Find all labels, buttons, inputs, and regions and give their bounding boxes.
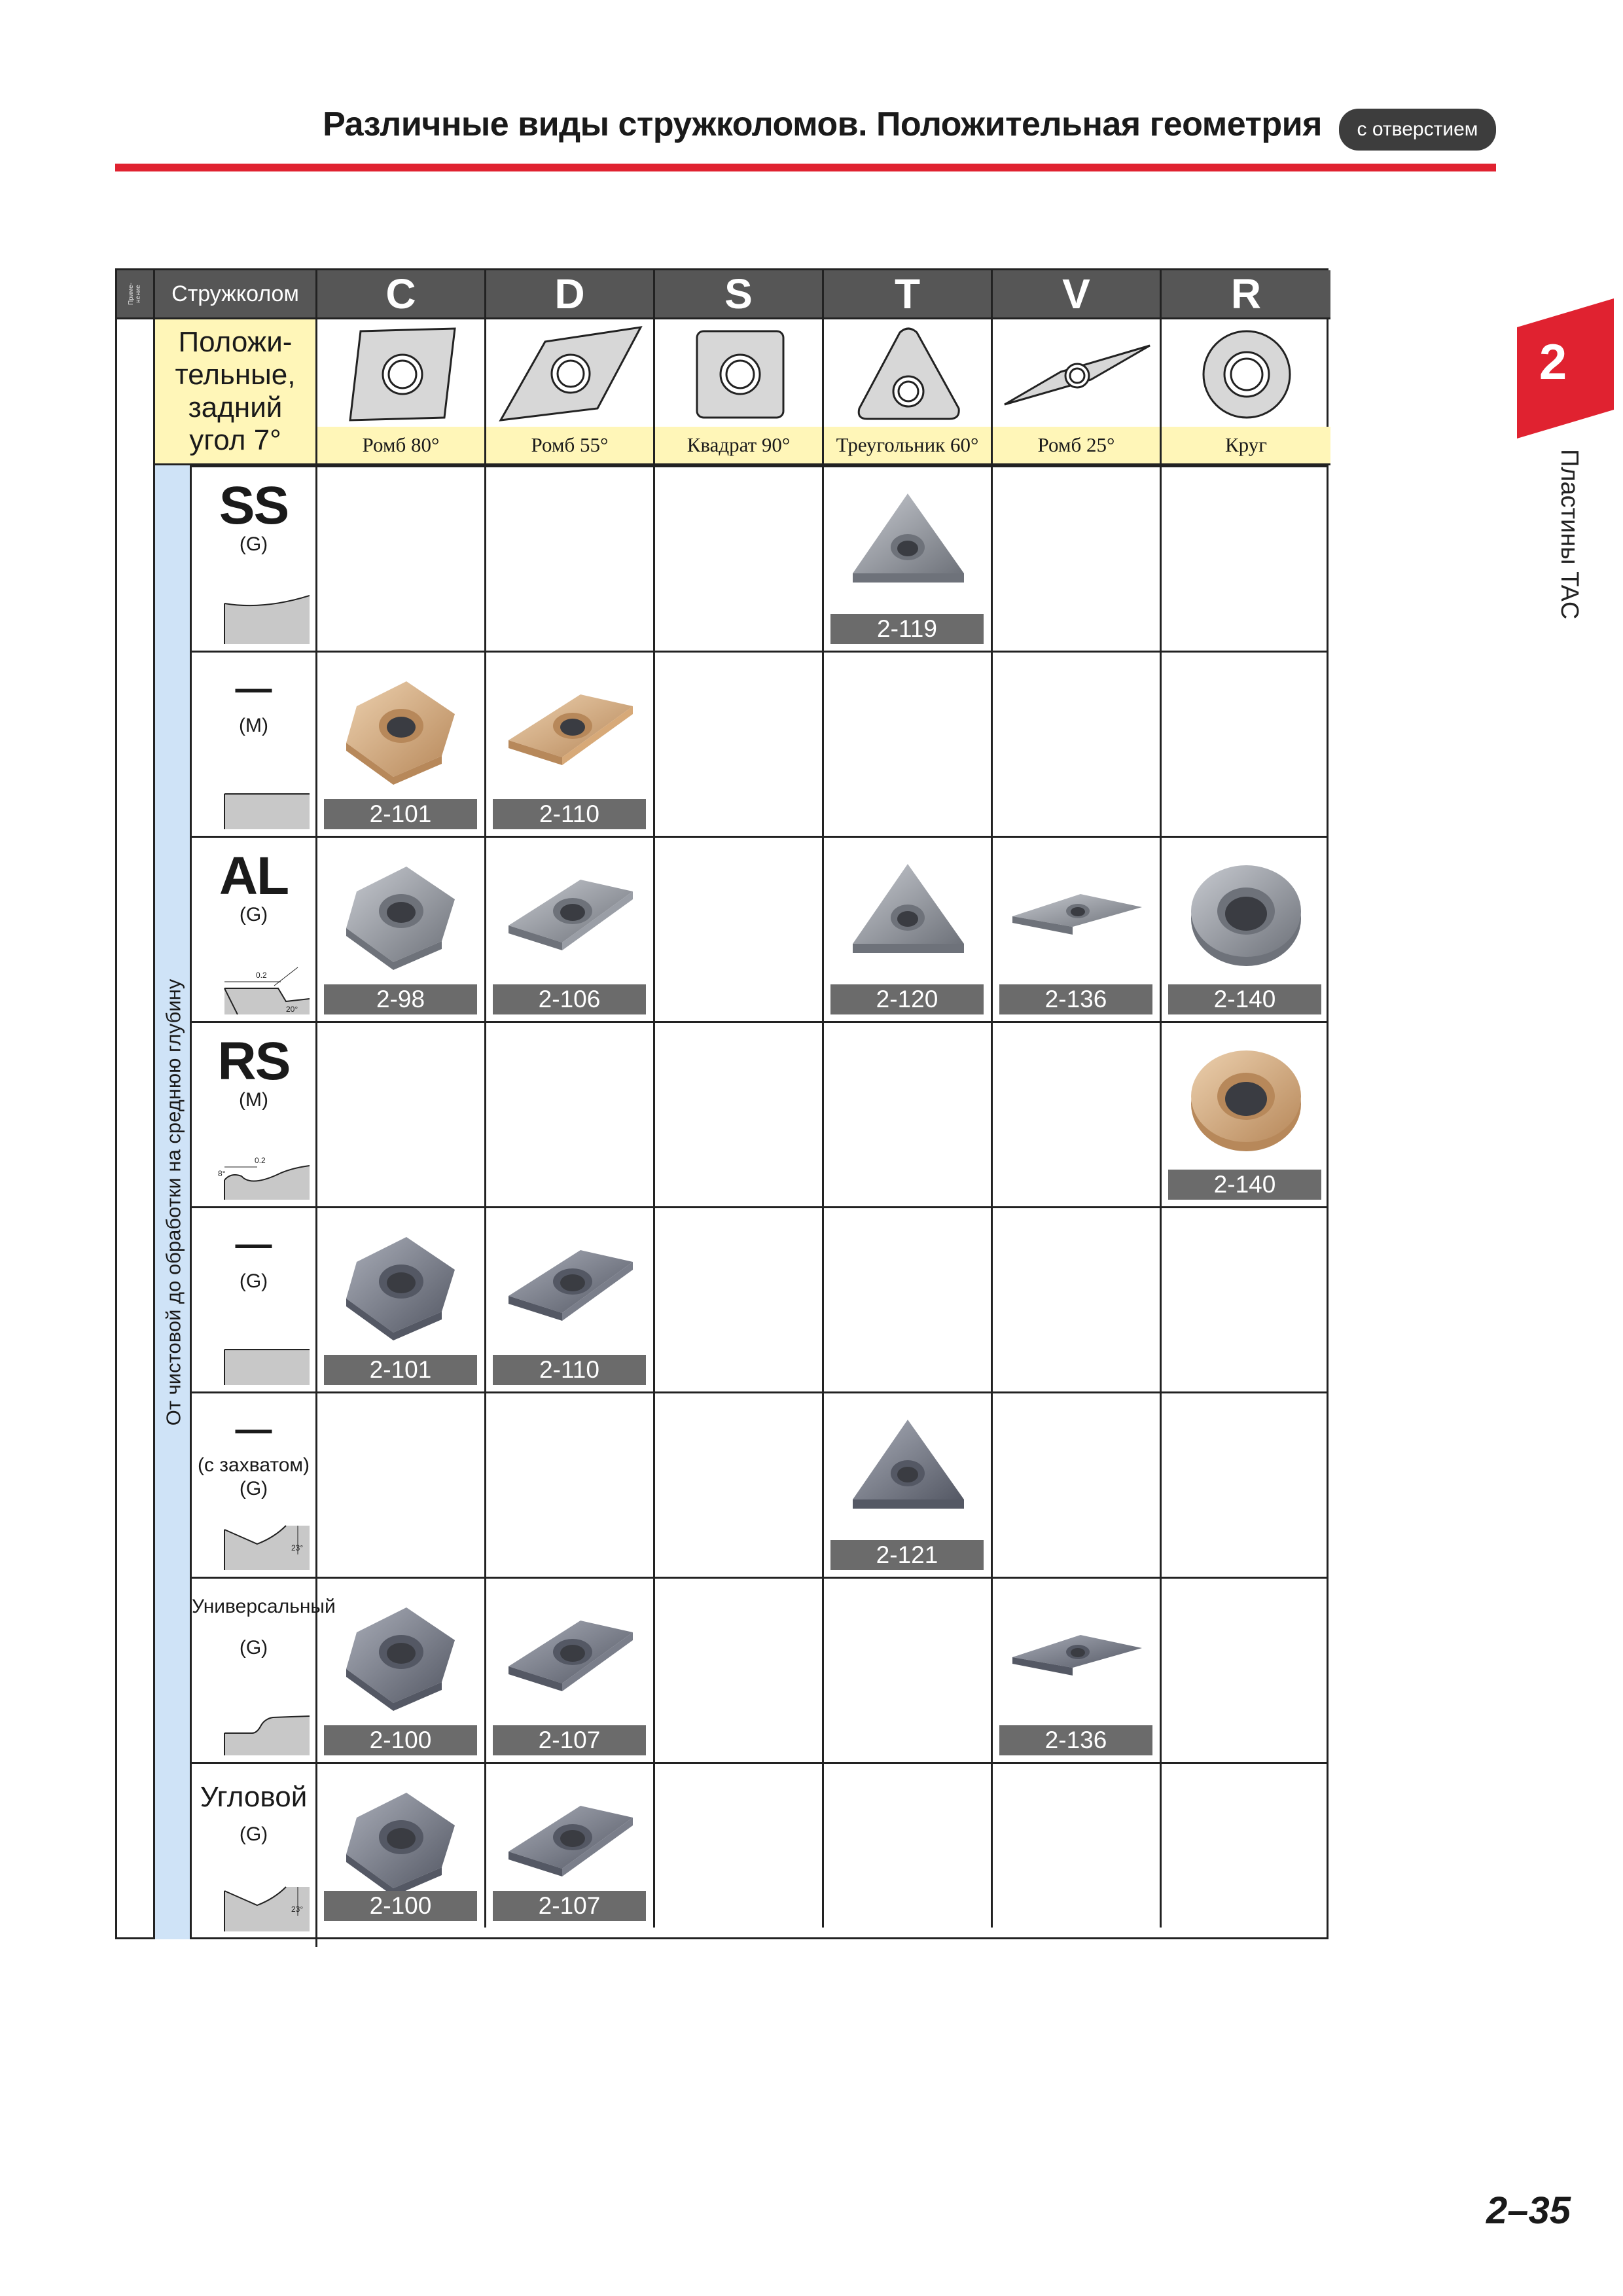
shape-cell-r: [1162, 317, 1330, 465]
insert-cell-d: [486, 1579, 655, 1762]
chip-profile-icon: [218, 1147, 310, 1200]
chipbreaker-note: (с захватом): [197, 1454, 310, 1476]
chipbreaker-cell: [192, 1579, 336, 1762]
insert-cell-c: [317, 1579, 486, 1762]
insert-cell-c: [317, 467, 486, 651]
insert-cell-d: [486, 838, 655, 1021]
insert-cell-v: [993, 467, 1162, 651]
shape-label: Треугольник 60°: [824, 427, 991, 463]
insert-cell-d: [486, 1023, 655, 1206]
insert-cell-r: [1162, 653, 1330, 836]
insert-cell-t: [824, 1393, 993, 1577]
insert-cell-r: [1162, 467, 1330, 651]
rhombus-25-icon: [993, 319, 1162, 431]
chipbreaker-code: —: [235, 1223, 272, 1264]
insert-cell-t: [824, 467, 993, 651]
insert-image-icon: [502, 1224, 639, 1342]
chip-profile-icon: [218, 1703, 310, 1755]
insert-image-icon: [502, 853, 639, 971]
insert-cell-d: [486, 653, 655, 836]
chipbreaker-cell: [192, 1208, 317, 1391]
insert-cell-d: [486, 1393, 655, 1577]
shape-cell-c: [317, 317, 486, 465]
column-header-v: [993, 270, 1162, 317]
chip-profile-icon: [218, 962, 310, 1014]
catalog-page-ref[interactable]: 2-101: [324, 799, 477, 829]
insert-image-icon: [502, 1780, 639, 1897]
insert-cell-s: [655, 1393, 824, 1577]
shape-label: Квадрат 90°: [655, 427, 822, 463]
chapter-name: Пластины TAC: [1556, 449, 1583, 620]
insert-cell-r: [1162, 838, 1330, 1021]
shape-label: Круг: [1162, 427, 1330, 463]
depth-range-stripe: [155, 465, 192, 1939]
shape-cell-s: [655, 317, 824, 465]
application-header: [117, 270, 155, 317]
insert-cell-d: [486, 467, 655, 651]
chip-profile-icon: [218, 777, 310, 829]
insert-image-icon: [502, 1594, 639, 1712]
chipbreaker-row: [192, 1206, 1329, 1391]
catalog-page-ref[interactable]: 2-119: [830, 614, 984, 644]
depth-range-label: От чистовой до обработки на среднюю глубину: [162, 978, 185, 1426]
insert-cell-c: [317, 1764, 486, 1928]
chipbreaker-code: AL: [219, 846, 289, 906]
insert-cell-s: [655, 1764, 824, 1928]
column-letter: C: [385, 270, 416, 317]
shape-label: Ромб 25°: [993, 427, 1160, 463]
insert-image-icon: [333, 1224, 471, 1342]
insert-cell-d: [486, 1764, 655, 1928]
chipbreaker-cell: [192, 467, 317, 651]
chipbreaker-row: [192, 1762, 1329, 1927]
insert-cell-r: [1162, 1208, 1330, 1391]
chip-profile-icon: [218, 1879, 310, 1931]
tolerance-class: (G): [239, 1637, 268, 1659]
chipbreaker-code: Универсальный: [192, 1596, 336, 1617]
chipbreaker-row: [192, 1577, 1329, 1762]
chipbreaker-header-label: Стружколом: [171, 281, 299, 306]
insert-cell-c: [317, 838, 486, 1021]
tolerance-class: (G): [239, 1478, 268, 1499]
catalog-page-ref[interactable]: 2-106: [493, 984, 646, 1014]
chipbreaker-row: [192, 836, 1329, 1021]
insert-cell-t: [824, 653, 993, 836]
insert-cell-c: [317, 1023, 486, 1206]
corner-cell: [117, 317, 155, 465]
insert-cell-v: [993, 1023, 1162, 1206]
application-column: [117, 465, 155, 1939]
catalog-page-ref[interactable]: 2-140: [1168, 984, 1321, 1014]
insert-cell-t: [824, 1208, 993, 1391]
chipbreaker-row: [192, 1391, 1329, 1577]
insert-image-icon: [840, 1409, 977, 1527]
catalog-page-ref[interactable]: 2-101: [324, 1355, 477, 1385]
insert-cell-v: [993, 1764, 1162, 1928]
catalog-page-ref[interactable]: 2-107: [493, 1725, 646, 1755]
chip-profile-icon: [218, 1518, 310, 1570]
insert-cell-c: [317, 1393, 486, 1577]
rhombus-55-icon: [486, 319, 655, 431]
shape-label: Ромб 55°: [486, 427, 653, 463]
square-90-icon: [655, 319, 824, 431]
insert-image-icon: [840, 853, 977, 971]
chipbreaker-code: —: [235, 667, 272, 708]
tolerance-class: (M): [239, 715, 268, 736]
insert-image-icon: [333, 1780, 471, 1897]
chipbreaker-row: [192, 651, 1329, 836]
catalog-page-ref[interactable]: 2-121: [830, 1540, 984, 1570]
insert-image-icon: [840, 483, 977, 601]
column-letter: S: [724, 270, 753, 317]
insert-cell-s: [655, 1579, 824, 1762]
header-rule: [115, 164, 1496, 171]
insert-cell-r: [1162, 1393, 1330, 1577]
shape-label: Ромб 80°: [317, 427, 484, 463]
insert-image-icon: [333, 1594, 471, 1712]
insert-cell-v: [993, 838, 1162, 1021]
page-number: 2–35: [1486, 2189, 1571, 2232]
chipbreaker-table: [115, 268, 1329, 1939]
insert-image-icon: [502, 668, 639, 786]
chipbreaker-cell: [192, 1393, 317, 1577]
chipbreaker-row: [192, 1021, 1329, 1206]
column-header-c: [317, 270, 486, 317]
insert-cell-v: [993, 1579, 1162, 1762]
catalog-page-ref[interactable]: 2-98: [324, 984, 477, 1014]
catalog-page-ref[interactable]: 2-136: [999, 1725, 1152, 1755]
catalog-page-ref[interactable]: 2-100: [324, 1891, 477, 1921]
catalog-page-ref[interactable]: 2-110: [493, 799, 646, 829]
triangle-60-icon: [824, 319, 993, 431]
chip-profile-icon: [218, 592, 310, 644]
insert-cell-s: [655, 1208, 824, 1391]
chapter-number: 2: [1539, 334, 1567, 390]
chipbreaker-code: RS: [217, 1031, 290, 1091]
column-header-t: [824, 270, 993, 317]
application-label: Приме- нение: [128, 282, 143, 306]
chipbreaker-code: —: [235, 1408, 272, 1449]
chipbreaker-row: [192, 465, 1329, 651]
insert-image-icon: [333, 853, 471, 971]
shape-cell-d: [486, 317, 655, 465]
insert-cell-t: [824, 1579, 993, 1762]
insert-cell-v: [993, 1208, 1162, 1391]
positive-clearance-label: [155, 317, 317, 465]
chipbreaker-code: SS: [219, 476, 289, 535]
chip-profile-icon: [218, 1333, 310, 1385]
insert-cell-s: [655, 1023, 824, 1206]
header-badge: с отверстием: [1339, 109, 1496, 151]
column-header-r: [1162, 270, 1330, 317]
catalog-page-ref[interactable]: 2-136: [999, 984, 1152, 1014]
profile-dimension: 20°: [286, 1005, 298, 1014]
positive-clearance-text: Положи- тельные, задний угол 7°: [175, 326, 296, 456]
tolerance-class: (M): [239, 1089, 268, 1111]
profile-dimension: 23°: [291, 1543, 304, 1552]
tolerance-class: (G): [239, 1270, 268, 1292]
insert-cell-r: [1162, 1579, 1330, 1762]
insert-cell-c: [317, 653, 486, 836]
insert-cell-s: [655, 838, 824, 1021]
insert-image-icon: [1008, 1594, 1146, 1712]
chipbreaker-cell: [192, 838, 317, 1021]
catalog-page-ref[interactable]: 2-120: [830, 984, 984, 1014]
chipbreaker-cell: [192, 653, 317, 836]
insert-cell-r: [1162, 1023, 1330, 1206]
catalog-page-ref[interactable]: 2-110: [493, 1355, 646, 1385]
insert-cell-r: [1162, 1764, 1330, 1928]
insert-cell-c: [317, 1208, 486, 1391]
insert-cell-t: [824, 1023, 993, 1206]
insert-image-icon: [1177, 853, 1315, 971]
column-header-s: [655, 270, 824, 317]
catalog-page-ref[interactable]: 2-140: [1168, 1170, 1321, 1200]
insert-cell-d: [486, 1208, 655, 1391]
chipbreaker-cell: [192, 1764, 317, 1947]
profile-dimension: 23°: [291, 1905, 304, 1914]
insert-cell-t: [824, 1764, 993, 1928]
profile-dimension: 8°: [218, 1169, 226, 1178]
column-letter: R: [1230, 270, 1262, 317]
profile-dimension: 0.2: [256, 971, 267, 980]
insert-image-icon: [1177, 1039, 1315, 1157]
shape-cell-t: [824, 317, 993, 465]
tolerance-class: (G): [239, 1823, 268, 1845]
insert-cell-s: [655, 467, 824, 651]
circle-icon: [1162, 319, 1330, 431]
tolerance-class: (G): [239, 533, 268, 555]
chipbreaker-code: Угловой: [200, 1781, 308, 1813]
column-letter: T: [894, 270, 921, 317]
tolerance-class: (G): [239, 904, 268, 925]
insert-cell-v: [993, 1393, 1162, 1577]
rhombus-80-icon: [317, 319, 486, 431]
column-header-d: [486, 270, 655, 317]
shape-cell-v: [993, 317, 1162, 465]
insert-cell-v: [993, 653, 1162, 836]
catalog-page-ref[interactable]: 2-107: [493, 1891, 646, 1921]
chipbreaker-header: [155, 270, 317, 317]
insert-image-icon: [333, 668, 471, 786]
chipbreaker-cell: [192, 1023, 317, 1206]
insert-cell-t: [824, 838, 993, 1021]
column-letter: V: [1062, 270, 1090, 317]
profile-dimension: 0.2: [255, 1156, 266, 1165]
page-title: Различные виды стружколомов. Положительная геометрия: [323, 105, 1322, 143]
insert-image-icon: [1008, 853, 1146, 971]
insert-cell-s: [655, 653, 824, 836]
column-letter: D: [554, 270, 585, 317]
catalog-page-ref[interactable]: 2-100: [324, 1725, 477, 1755]
